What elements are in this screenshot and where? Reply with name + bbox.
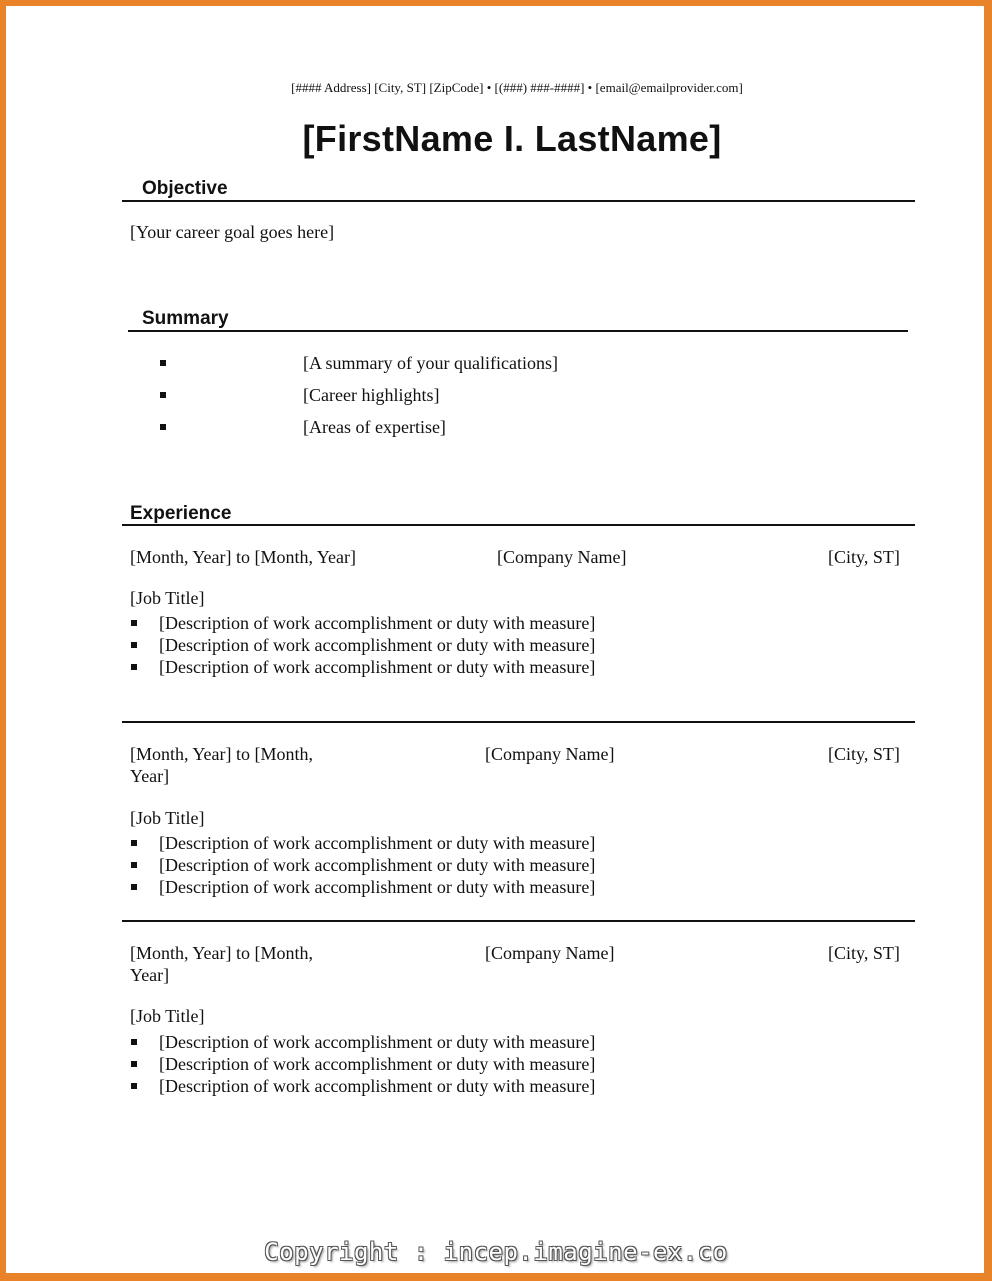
summary-heading: Summary xyxy=(142,308,229,329)
bullet-icon xyxy=(131,862,137,868)
entry-job-title: [Job Title] xyxy=(130,808,205,828)
entry-job-title: [Job Title] xyxy=(130,588,205,608)
entry-dates: [Month, Year] to [Month, xyxy=(130,943,313,963)
bullet-icon xyxy=(131,1039,137,1045)
summary-rule xyxy=(128,330,908,332)
entry-divider xyxy=(122,721,915,723)
entry-location: [City, ST] xyxy=(828,547,900,567)
bullet-icon xyxy=(131,620,137,626)
entry-company: [Company Name] xyxy=(485,943,615,963)
entry-duty: [Description of work accomplishment or duty with measure] xyxy=(159,1032,596,1052)
experience-rule xyxy=(122,524,915,526)
bullet-icon xyxy=(160,360,166,366)
entry-job-title: [Job Title] xyxy=(130,1006,205,1026)
entry-duty: [Description of work accomplishment or duty with measure] xyxy=(159,833,596,853)
entry-dates-cont: Year] xyxy=(130,766,170,786)
bullet-icon xyxy=(131,642,137,648)
bullet-icon xyxy=(131,884,137,890)
entry-dates-cont: Year] xyxy=(130,965,170,985)
entry-divider xyxy=(122,920,915,922)
entry-duty: [Description of work accomplishment or duty with measure] xyxy=(159,657,596,677)
summary-item: [Career highlights] xyxy=(303,385,440,405)
objective-text: [Your career goal goes here] xyxy=(130,222,335,242)
entry-dates: [Month, Year] to [Month, xyxy=(130,744,313,764)
bullet-icon xyxy=(131,840,137,846)
contact-line: [#### Address] [City, ST] [ZipCode] • [(###) ###-####] • [email@emailprovider.com] xyxy=(291,80,743,95)
summary-item: [A summary of your qualifications] xyxy=(303,353,558,373)
entry-location: [City, ST] xyxy=(828,744,900,764)
entry-duty: [Description of work accomplishment or duty with measure] xyxy=(159,613,596,633)
objective-heading: Objective xyxy=(142,178,228,199)
copyright-watermark: Copyright : incep.imagine-ex.co xyxy=(264,1238,728,1266)
bullet-icon xyxy=(131,664,137,670)
bullet-icon xyxy=(131,1061,137,1067)
bullet-icon xyxy=(160,424,166,430)
entry-duty: [Description of work accomplishment or duty with measure] xyxy=(159,635,596,655)
entry-duty: [Description of work accomplishment or duty with measure] xyxy=(159,1054,596,1074)
entry-duty: [Description of work accomplishment or duty with measure] xyxy=(159,855,596,875)
full-name: [FirstName I. LastName] xyxy=(302,118,722,159)
bullet-icon xyxy=(131,1083,137,1089)
objective-rule xyxy=(122,200,915,202)
entry-company: [Company Name] xyxy=(497,547,627,567)
bullet-icon xyxy=(160,392,166,398)
entry-duty: [Description of work accomplishment or duty with measure] xyxy=(159,1076,596,1096)
entry-company: [Company Name] xyxy=(485,744,615,764)
entry-dates: [Month, Year] to [Month, Year] xyxy=(130,547,356,567)
entry-duty: [Description of work accomplishment or duty with measure] xyxy=(159,877,596,897)
experience-heading: Experience xyxy=(130,503,232,524)
entry-location: [City, ST] xyxy=(828,943,900,963)
summary-item: [Areas of expertise] xyxy=(303,417,446,437)
